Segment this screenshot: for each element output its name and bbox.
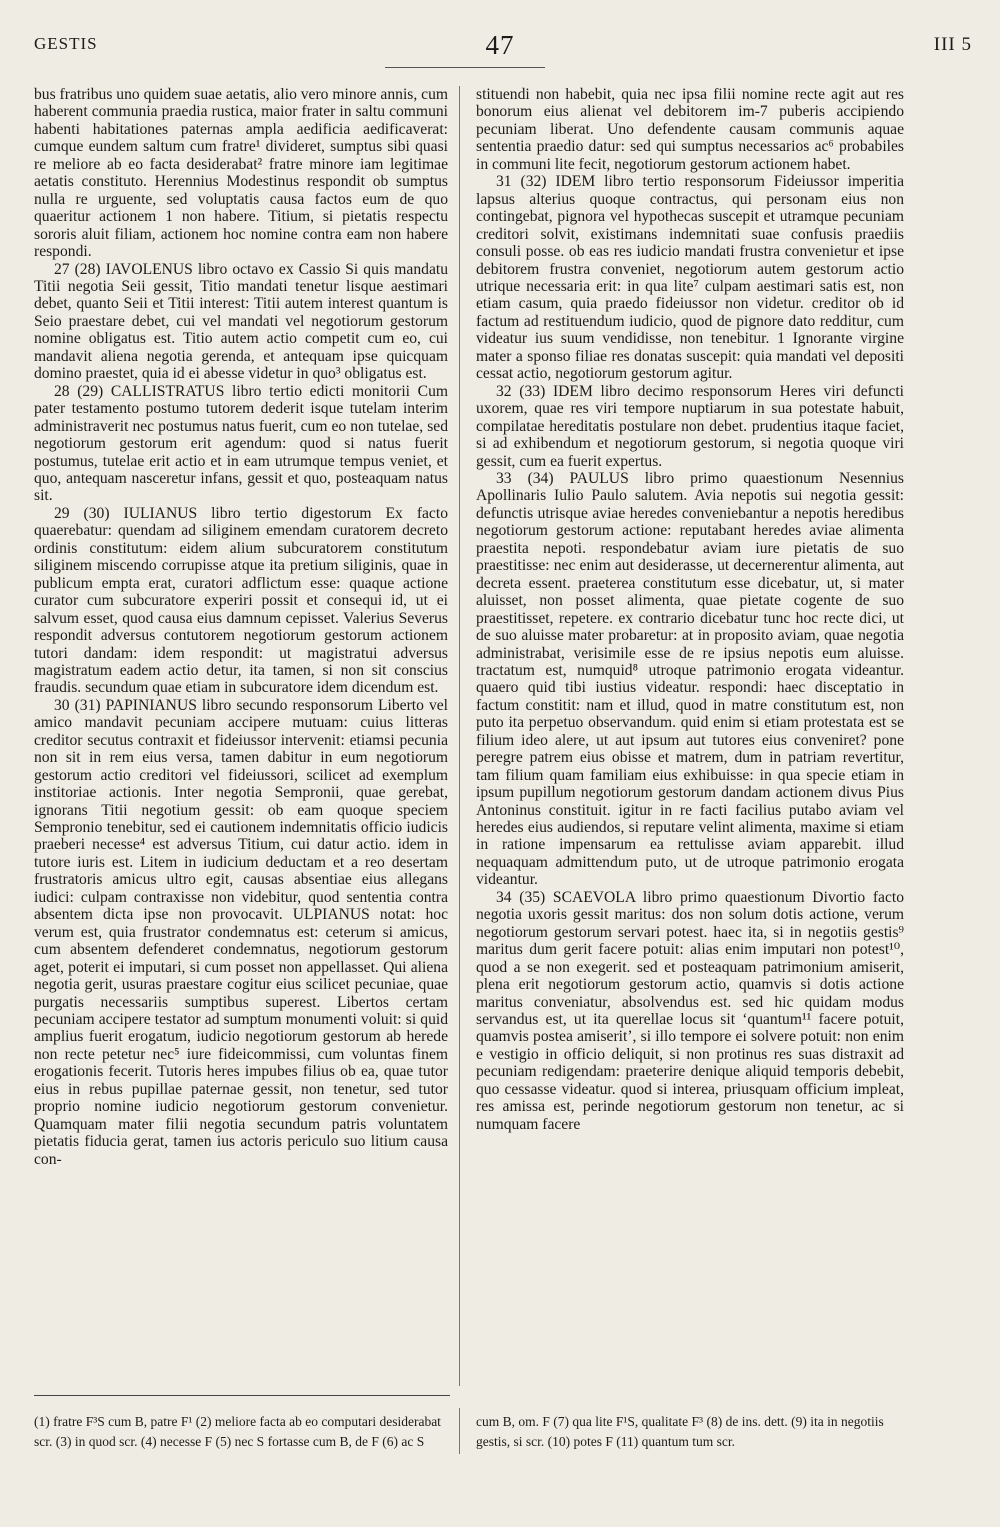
column-divider bbox=[459, 86, 460, 1386]
footnotes-right: cum B, om. F (7) qua lite F¹S, qualitate F³ (8) de ins. dett. (9) ita in negotiis gestis, si scr. (10) potes F (11) quantum tum scr. bbox=[476, 1414, 884, 1449]
paragraph: 28 (29) CALLISTRATUS libro tertio edicti monitorii Cum pater testamento postumo tutorem dederit isque tutelam interim administraverit nec postumus natus fuerit, cum eo non tutelae, sed negotiorum gestorum erit agendum: quod si natus fuerit postumus, tutelae erit actio et in eam utrumque tempus veniet, et quo, antequam nasceretur infans, gessit et quo, posteaquam natus sit. bbox=[34, 382, 448, 505]
footnote-divider bbox=[459, 1408, 460, 1454]
header-rule bbox=[385, 67, 545, 68]
footnotes-left: (1) fratre F³S cum B, patre F¹ (2) meliore facta ab eo computari desiderabat scr. (3) in quod scr. (4) necesse F (5) nec S fortasse cum B, de F (6) ac S bbox=[34, 1414, 441, 1449]
paragraph: 27 (28) IAVOLENUS libro octavo ex Cassio Si quis mandatu Titii negotia Seii gessit, Titio mandati tenetur lisque aestimari debet, quanto Seii et Titii interest: Titii autem interest quantum is Seio praestare debet, cui vel mandati vel negotiorum gestorum nomine obligatus est. Titio autem actio competit cum eo, cui mandavit aliena negotia gerenda, et antequam ipse quicquam domino praestet, quia id ei abesse videtur in quo³ obligatus est. bbox=[34, 260, 448, 383]
paragraph: stituendi non habebit, quia nec ipsa filii nomine recte agit aut res bonorum eius alienat vel debitorem im-7 puberis accipiendo pecuniam liberat. Uno defendente causam communis aquae sententia praedio datur: sed qui sumptus necessarios ac⁶ probabiles in communi lite fecit, negotiorum gestorum actionem habet. bbox=[476, 86, 904, 173]
paragraph: 29 (30) IULIANUS libro tertio digestorum Ex facto quaerebatur: quendam ad siliginem emendam curatorem decreto ordinis constitutum: eidem alium subcuratorem constitutum siliginem miscendo corrupisse atque ita pretium siliginis, quae in publicum empta erat, curatori adflictum esse: quaque actione curator cum subcuratore experiri possit et consequi id, ut ei salvum esset, quod causa eius damnum cepisset. Valerius Severus respondit adversus contutorem negotiorum gestorum actionem tutori dandam: idem respondit: ut magistratui adversus magistratum eadem actio detur, ita tamen, si non sit conscius fraudis. secundum quae etiam in subcuratore idem dicendum est. bbox=[34, 504, 448, 697]
paragraph: 32 (33) IDEM libro decimo responsorum Heres viri defuncti uxorem, quae res viri tempore nuptiarum in sua potestate habuit, compilatae hereditatis postulare non debet. prudentius itaque faciet, si ad exhibendum et negotiorum gestorum, si negotia quoque viri gessit, cum ea fuerit expertus. bbox=[476, 382, 904, 470]
paragraph: 34 (35) SCAEVOLA libro primo quaestionum Divortio facto negotia uxoris gessit maritus: dos non solum dotis actione, verum negotiorum gestorum servari potest. haec ita, si in negotiis gestis⁹ maritus dum gerit facere potuit: alias enim imputari non potest¹⁰, quod a se non exegerit. sed et posteaquam patrimonium amiserit, plena erit negotiorum gestorum actio, quamvis si dotis actione maritus conveniatur, absolvendus est. sed hic quidam modus servandus est, ut ita querellae locus sit ‘quantum¹¹ facere potuit, quamvis postea amiserit’, si illo tempore ei solvere potuit: non enim e vestigio in officio deliquit, si non protinus res suas distraxit ad pecuniam redigendam: praeterire denique aliquid temporis debebit, quo cessasse videatur. quod si interea, priusquam officium impleat, res amissa est, perinde negotiorum gestorum non tenetur, ac si numquam facere bbox=[476, 888, 904, 1133]
footnote-rule bbox=[34, 1395, 450, 1396]
paragraph: 30 (31) PAPINIANUS libro secundo responsorum Liberto vel amico mandavit pecuniam accipere mutuam: cuius litteras creditor secutus contraxit et fideiussor intervenit: etiamsi pecunia non sit in rem eius versa, tamen dabitur in eum negotiorum gestorum actio creditori vel fideiussori, scilicet ad exemplum institoriae actionis. Inter negotia Sempronii, quae gerebat, ignorans Titii negotium gessit: ob eam quoque speciem Sempronio tenebitur, sed ei cautionem indemnitatis officio iudicis praeberi necesse⁴ est adversus Titium, cui datur actio. idem in tutore iuris est. Litem in iudicium deductam et a reo desertam frustratoris amicus ultro egit, causas absentiae eius allegans iudici: culpam contraxisse non videbitur, quod sententia contra absentem dicta ipse non provocavit. ULPIANUS notat: hoc verum est, quia frustrator condemnatus est: ceterum si amicus, cum absentem defenderet condemnatus, negotiorum gestorum aget, poterit ei imputari, si cum posset non appellasset. Qui aliena negotia gerit, usuras praestare cogitur eius scilicet pecuniae, quae purgatis necessariis sumptibus superest. Libertos certam pecuniam accipere testator ad sumptum monumenti voluit: si quid amplius fuerit erogatum, iudicio negotiorum gestorum ab herede non recte petetur nec⁵ iure fideicommissi, cum voluntas finem erogationis fecerit. Tutoris heres impubes filius ob ea, quae tutor eius in rebus pupillae paternae gessit, non tenetur, sed tutor proprio nomine iudicio negotiorum gestorum convenietur. Quamquam mater filii negotia secundum patris voluntatem pietatis fiducia gerat, tamen ius actoris periculo suo litium causa con- bbox=[34, 696, 448, 1168]
paragraph: 33 (34) PAULUS libro primo quaestionum Nesennius Apollinaris Iulio Paulo salutem. Avia nepotis sui negotia gessit: defunctis utrisque aviae heredes conveniebantur a nepotis heredibus negotiorum gestorum actione: reputabant heredes aviae alimenta praestita nepoti. respondebatur aviam iure pietatis de suo praestitisse: nec enim aut desiderasse, ut decernerentur alimenta, aut decreta essent. praeterea constitutum esse dicebatur, ut, si mater aluisset, non posset alimenta, quae pietate cogente de suo praestitisset, repetere. ex contrario dicebatur tunc hoc recte dici, ut de suo aluisse mater probaretur: at in proposito aviam, quae negotia administrabat, verisimile esse de re ipsius nepotis eum aluisse. tractatum est, numquid⁸ utroque patrimonio erogata videantur. quaero quid tibi iustius videatur. respondi: haec disceptatio in factum constitit: nam et illud, quod in matre constitutum est, non puto ita perpetuo observandum. quid enim si etiam protestata est se filium ideo alere, ut aut ipsum aut tutores eius conveniret? pone peregre patrem eius obisse et matrem, dum in patriam revertitur, tam filium quam familiam eius exhibuisse: in qua specie etiam in ipsum pupillum negotiorum gestorum dandam actionem divus Pius Antoninus constituit. igitur in re facti facilius putabo aviam vel heredes eius audiendos, si reputare velint alimenta, maxime si etiam in ratione impensarum ea rettulisse aviam apparebit. illud nequaquam admittendum puto, ut de utroque patrimonio erogata videantur. bbox=[476, 469, 904, 889]
right-column bbox=[476, 86, 904, 1133]
running-head-right: III 5 bbox=[933, 34, 972, 55]
running-head-left: GESTIS bbox=[34, 34, 98, 53]
page-number: 47 bbox=[485, 30, 515, 60]
paragraph: bus fratribus uno quidem suae aetatis, alio vero minore annis, cum haberent communia praedia rustica, maior frater in saltu communi habenti habitationes paternas ampla aedificia aedificaverat: cumque eundem saltum cum fratre¹ divideret, sumptus sibi quasi re meliore ab eo facta desiderabat² fratre minore iam legitimae aetatis constituto. Herennius Modestinus respondit ob sumptus nulla re urguente, sed voluptatis causa factos eum de quo quaeritur actionem 1 non habere. Titium, si pietatis respectu sororis aluit filiam, actionem hoc nomine contra eam non habere respondi. bbox=[34, 86, 448, 261]
left-column bbox=[34, 86, 448, 1168]
paragraph: 31 (32) IDEM libro tertio responsorum Fideiussor imperitia lapsus alterius quoque contractus, qui personam eius non contingebat, pignora vel hypothecas suscepit et utramque pecuniam creditori solvit, existimans indemnitati suae confusis praediis consuli posse. ob eas res iudicio mandati frustra convenietur et ipse debitorem frustra conveniet, negotiorum autem gestorum actio utrique necessaria erit: in qua lite⁷ culpam aestimari satis est, non etiam casum, quia praedo fideiussor non videtur. creditor ob id factum ad restituendum iudicio, quod de pignore dato redditur, cum videatur ius suum vendidisse, non tenebitur. 1 Ignorante virgine mater a sponso filiae res donatas suscepit: quia mandati vel depositi cessat actio, negotiorum gestorum agitur. bbox=[476, 173, 904, 383]
